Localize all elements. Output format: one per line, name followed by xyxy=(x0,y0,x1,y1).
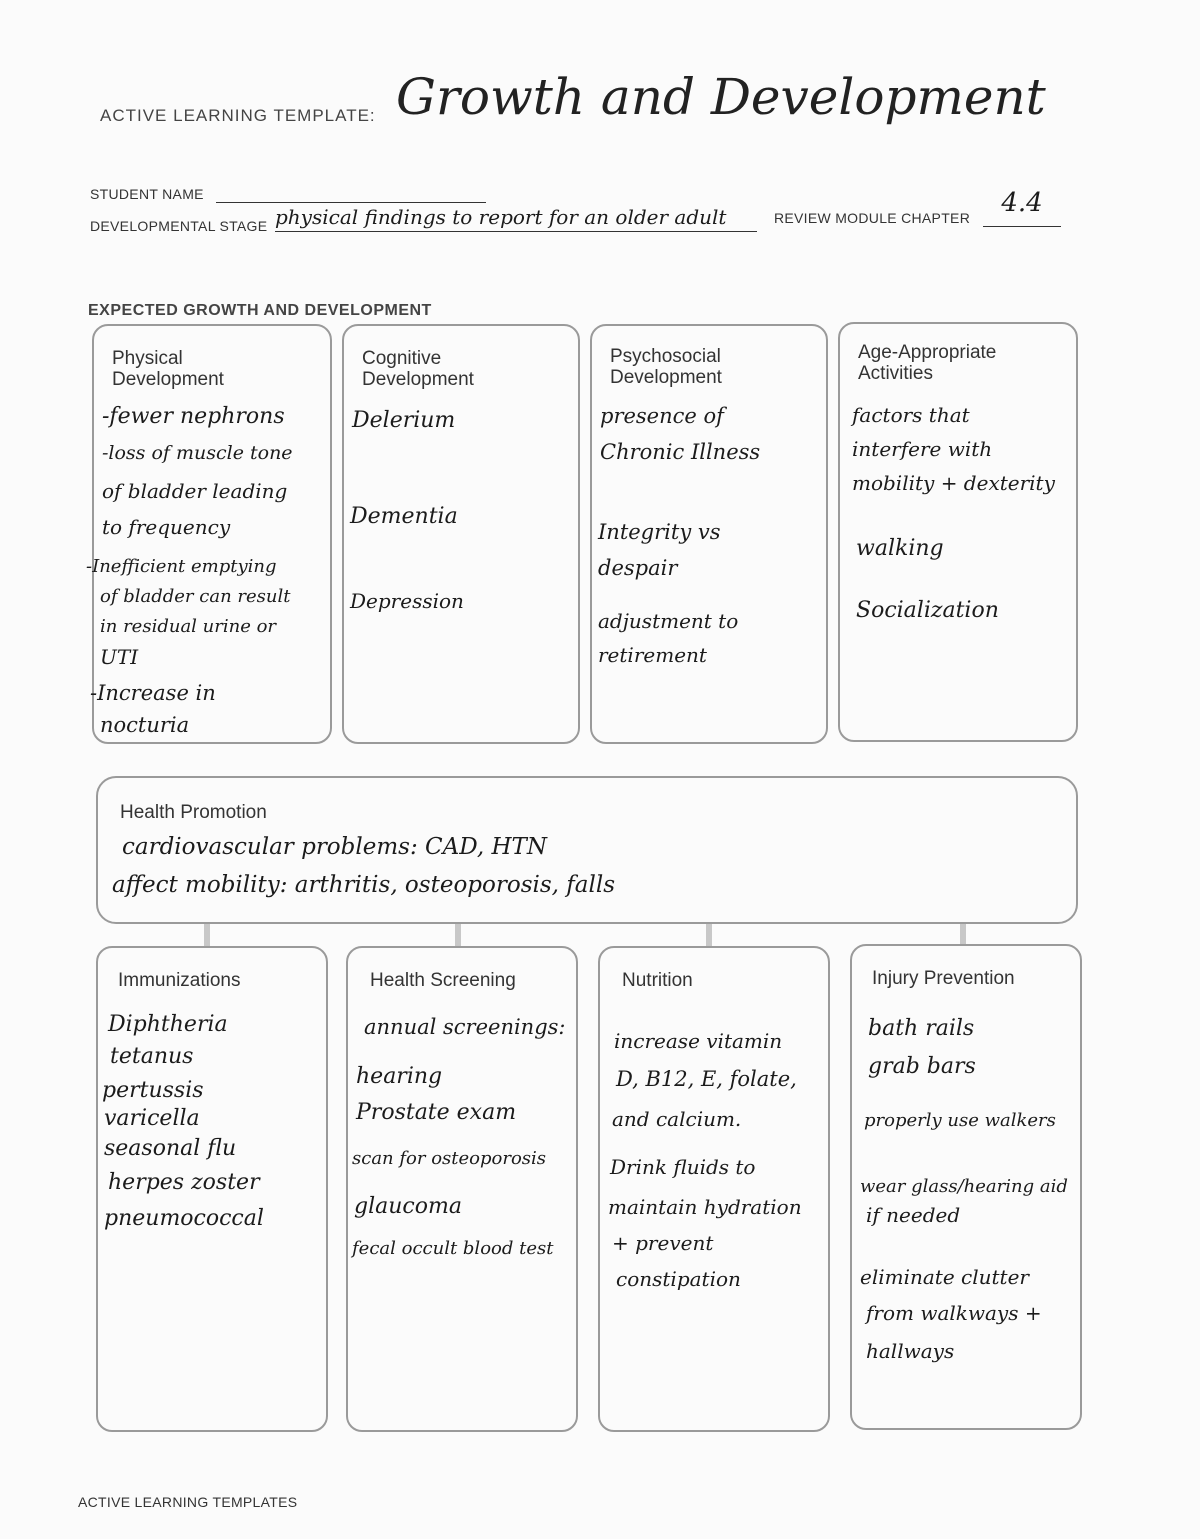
nutrition-box xyxy=(598,946,830,1432)
immunization-line: seasonal flu xyxy=(104,1136,237,1161)
physical-line: -loss of muscle tone xyxy=(102,442,293,464)
chapter-field[interactable]: 4.4 xyxy=(983,186,1061,227)
immunization-line: herpes zoster xyxy=(108,1170,260,1195)
injury-line: bath rails xyxy=(868,1016,975,1041)
activities-box xyxy=(838,322,1078,742)
expected-section-title: EXPECTED GROWTH AND DEVELOPMENT xyxy=(88,302,432,319)
health-promotion-line: cardiovascular problems: CAD, HTN xyxy=(122,834,547,860)
health-screening-box xyxy=(346,946,578,1432)
injury-line: if needed xyxy=(866,1203,961,1227)
student-name-field[interactable] xyxy=(216,184,486,203)
nutrition-line: and calcium. xyxy=(612,1107,742,1131)
nutrition-title: Nutrition xyxy=(622,970,693,991)
screening-line: annual screenings: xyxy=(364,1015,566,1039)
chapter-label: REVIEW MODULE CHAPTER xyxy=(774,210,971,226)
psychosocial-development-box xyxy=(590,324,828,744)
injury-line: grab bars xyxy=(868,1054,976,1079)
cognitive-item: Dementia xyxy=(350,504,458,529)
activities-item: factors that interfere with mobility + dexterity xyxy=(852,403,1055,495)
injury-prevention-box xyxy=(850,944,1082,1430)
health-promotion-box xyxy=(96,776,1078,924)
activities-item: Socialization xyxy=(856,598,999,623)
injury-line: hallways xyxy=(866,1339,955,1363)
connector xyxy=(706,924,712,946)
psychosocial-item: adjustment to retirement xyxy=(598,609,739,667)
physical-line: to frequency xyxy=(102,515,231,539)
immunizations-title: Immunizations xyxy=(118,970,241,991)
student-name-label: STUDENT NAME xyxy=(90,186,204,202)
nutrition-line: constipation xyxy=(616,1267,741,1291)
physical-line: UTI xyxy=(100,645,139,669)
activities-item: walking xyxy=(856,536,944,561)
page-title: Growth and Development xyxy=(396,68,1046,126)
physical-line: of bladder can result xyxy=(100,586,291,607)
connector xyxy=(455,924,461,946)
screening-line: hearing xyxy=(356,1064,443,1089)
immunization-line: pneumococcal xyxy=(104,1206,264,1231)
injury-line: eliminate clutter xyxy=(860,1265,1029,1289)
nutrition-line: Drink fluids to xyxy=(610,1155,756,1179)
cognitive-development-box xyxy=(342,324,580,744)
nutrition-line: increase vitamin xyxy=(614,1029,783,1053)
injury-line: properly use walkers xyxy=(864,1110,1056,1131)
injury-line: from walkways + xyxy=(866,1301,1042,1325)
psychosocial-item: presence of Chronic Illness xyxy=(600,404,761,464)
cognitive-item: Depression xyxy=(350,589,464,613)
physical-line: in residual urine or xyxy=(100,616,277,637)
nutrition-line: + prevent xyxy=(612,1231,714,1255)
injury-line: wear glass/hearing aid xyxy=(860,1176,1068,1197)
health-screening-title: Health Screening xyxy=(370,970,516,991)
screening-line: fecal occult blood test xyxy=(352,1238,554,1259)
psychosocial-title: Psychosocial Development xyxy=(610,346,722,388)
screening-line: glaucoma xyxy=(354,1194,462,1219)
immunization-line: Diphtheria xyxy=(108,1012,228,1037)
immunization-line: varicella xyxy=(104,1106,200,1131)
stage-label: DEVELOPMENTAL STAGE xyxy=(90,218,268,234)
immunization-line: pertussis xyxy=(102,1078,204,1103)
health-promotion-title: Health Promotion xyxy=(120,802,267,823)
immunizations-box xyxy=(96,946,328,1432)
screening-line: Prostate exam xyxy=(356,1100,517,1125)
footer-label: ACTIVE LEARNING TEMPLATES xyxy=(78,1494,298,1510)
psychosocial-item: Integrity vs despair xyxy=(598,520,721,580)
connector xyxy=(204,924,210,946)
physical-line: -fewer nephrons xyxy=(102,404,285,429)
nutrition-line: maintain hydration xyxy=(608,1195,802,1219)
physical-line: of bladder leading xyxy=(102,479,288,503)
screening-line: scan for osteoporosis xyxy=(352,1148,547,1169)
physical-line: -Inefficient emptying xyxy=(86,556,277,577)
physical-development-box xyxy=(86,324,332,744)
connector xyxy=(960,924,966,946)
nutrition-line: D, B12, E, folate, xyxy=(616,1067,797,1091)
physical-title: Physical Development xyxy=(112,348,224,390)
template-label: ACTIVE LEARNING TEMPLATE: xyxy=(100,106,376,125)
cognitive-item: Delerium xyxy=(352,408,456,433)
injury-prevention-title: Injury Prevention xyxy=(872,968,1015,989)
physical-line: nocturia xyxy=(100,713,190,737)
physical-line: -Increase in xyxy=(90,681,216,705)
stage-field[interactable]: physical findings to report for an older adult xyxy=(275,203,757,232)
activities-title: Age-Appropriate Activities xyxy=(858,342,997,384)
health-promotion-line: affect mobility: arthritis, osteoporosis, falls xyxy=(112,872,616,898)
immunization-line: tetanus xyxy=(110,1044,194,1069)
cognitive-title: Cognitive Development xyxy=(362,348,474,390)
